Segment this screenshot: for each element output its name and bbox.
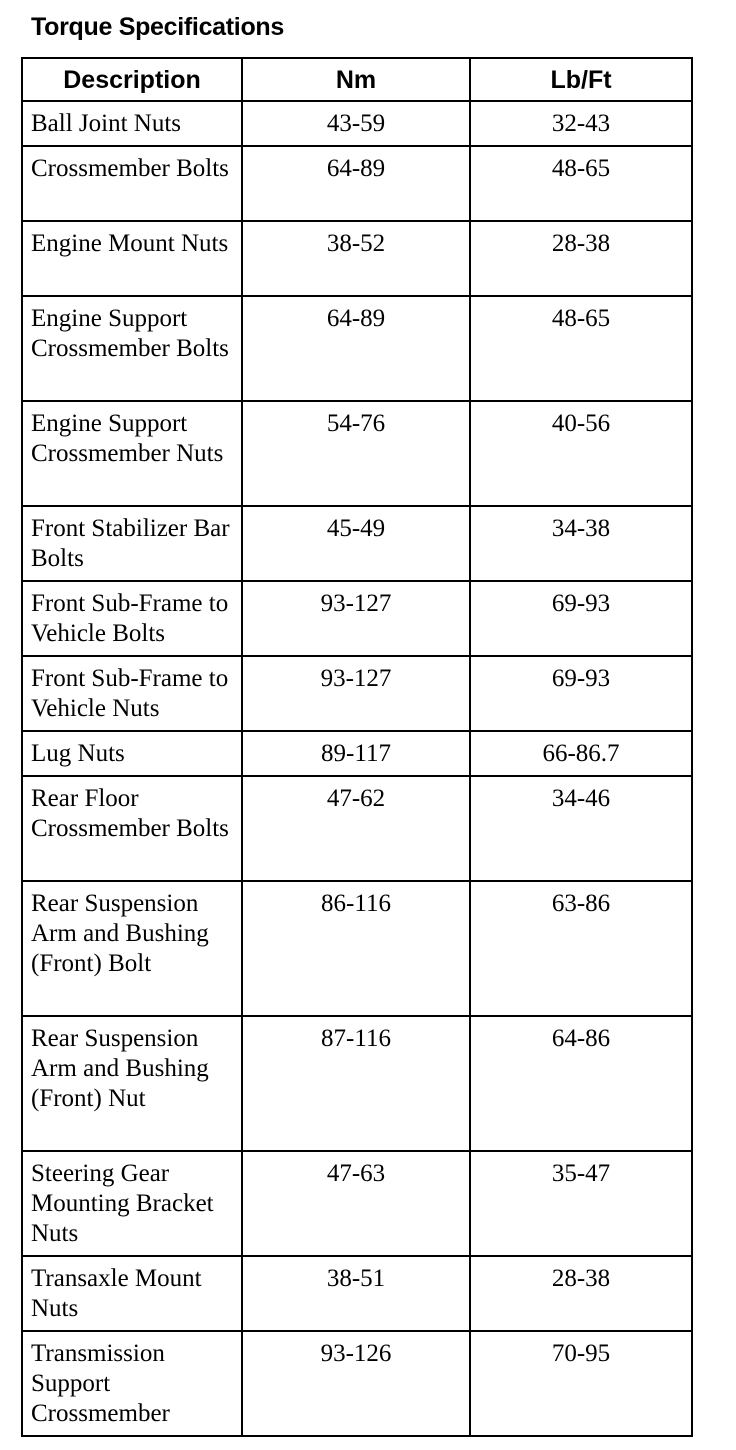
cell-description: Engine Mount Nuts [22,221,242,296]
cell-lbft: 70-95 [470,1331,692,1436]
cell-nm: 93-127 [242,581,470,656]
cell-description: Steering Gear Mounting Bracket Nuts [22,1151,242,1256]
cell-description: Front Sub-Frame to Vehicle Nuts [22,656,242,731]
cell-lbft: 69-93 [470,581,692,656]
table-row [22,1016,692,1151]
column-header-nm: Nm [242,58,470,101]
cell-description: Front Stabilizer Bar Bolts [22,506,242,581]
cell-nm: 38-51 [242,1256,470,1331]
table-row [22,146,692,221]
cell-nm: 54-76 [242,401,470,506]
cell-description: Engine Support Crossmember Bolts [22,296,242,401]
column-header-lbft: Lb/Ft [470,58,692,101]
page-title: Torque Specifications [31,13,285,41]
table-row [22,1256,692,1331]
cell-nm: 38-52 [242,221,470,296]
table-row [22,731,692,776]
table-row [22,656,692,731]
cell-nm: 89-117 [242,731,470,776]
cell-nm: 93-126 [242,1331,470,1436]
cell-description: Rear Floor Crossmember Bolts [22,776,242,881]
table-row [22,401,692,506]
cell-lbft: 28-38 [470,221,692,296]
cell-lbft: 48-65 [470,146,692,221]
cell-description: Ball Joint Nuts [22,101,242,146]
cell-nm: 47-63 [242,1151,470,1256]
cell-lbft: 32-43 [470,101,692,146]
table-row [22,1151,692,1256]
cell-lbft: 34-46 [470,776,692,881]
table-row [22,881,692,1016]
cell-nm: 86-116 [242,881,470,1016]
cell-nm: 93-127 [242,656,470,731]
cell-lbft: 35-47 [470,1151,692,1256]
table-row [22,581,692,656]
cell-description: Crossmember Bolts [22,146,242,221]
column-header-description: Description [22,58,242,101]
cell-nm: 43-59 [242,101,470,146]
table-row [22,101,692,146]
cell-description: Front Sub-Frame to Vehicle Bolts [22,581,242,656]
cell-lbft: 64-86 [470,1016,692,1151]
cell-description: Lug Nuts [22,731,242,776]
cell-nm: 45-49 [242,506,470,581]
table-row [22,1331,692,1436]
cell-lbft: 63-86 [470,881,692,1016]
cell-lbft: 48-65 [470,296,692,401]
cell-description: Rear Suspension Arm and Bushing (Front) Nut [22,1016,242,1151]
table-row [22,221,692,296]
cell-lbft: 69-93 [470,656,692,731]
cell-description: Transaxle Mount Nuts [22,1256,242,1331]
cell-nm: 64-89 [242,296,470,401]
cell-nm: 64-89 [242,146,470,221]
cell-lbft: 40-56 [470,401,692,506]
torque-spec-table [21,57,693,1437]
table-row [22,776,692,881]
cell-description: Engine Support Crossmember Nuts [22,401,242,506]
table-row [22,506,692,581]
cell-nm: 47-62 [242,776,470,881]
cell-lbft: 34-38 [470,506,692,581]
cell-lbft: 66-86.7 [470,731,692,776]
cell-lbft: 28-38 [470,1256,692,1331]
cell-description: Transmission Support Crossmember [22,1331,242,1436]
cell-nm: 87-116 [242,1016,470,1151]
cell-description: Rear Suspension Arm and Bushing (Front) Bolt [22,881,242,1016]
header-row [22,58,692,101]
table-row [22,296,692,401]
